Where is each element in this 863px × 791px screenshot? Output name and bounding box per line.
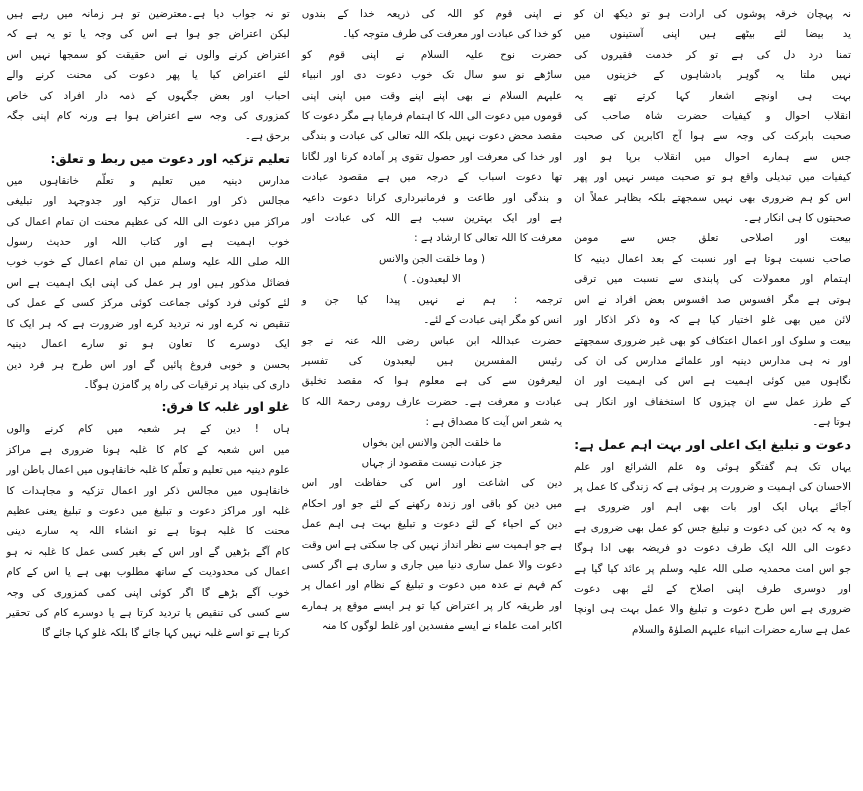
- text-line: مجالس ذکر اور اعمال تزکیہ اور جدوجہد اور تبلیغی: [6, 195, 290, 208]
- text-line: حضرت نوح علیہ السلام نے اپنی قوم کو: [301, 48, 563, 61]
- text-line: دین کے احیاء کے لئے دعوت و تبلیغ بہت ہی اہم عمل: [301, 518, 563, 531]
- text-line: یہ شعر اس آیت کا مصداق ہے :: [425, 416, 563, 429]
- text-line: یہاں تک ہم گفتگو ہوئی وہ علم الشرائع اور علم: [574, 460, 851, 473]
- text-line: صحبتوں کا ہی انکار ہے۔: [743, 212, 851, 225]
- text-line: کرتا ہے تو اسے غلبہ نہیں کہا جائے گا بلکہ غلو کہا جائے گا: [41, 627, 290, 640]
- text-line: ہے اور ایک بہترین سبب ہے اللہ کی عبادت اور: [301, 212, 563, 225]
- text-line: محنت کا غلبہ ہوتا ہے تو انشاء اللہ یہ سارے دینی: [6, 525, 290, 538]
- text-line: خوب آگے بڑھے گا اگر کوئی اپنی کمی کمزوری کی وجہ: [6, 586, 290, 599]
- text-line: اعمال کی محدودیت کے ساتھ مطلوب بھی ہے یا اس کے کام: [6, 566, 290, 579]
- text-line: میں دین کو باقی اور زندہ رکھنے کے لئے جو اور احکام: [301, 497, 563, 510]
- section-heading: دعوت و تبلیغ ایک اعلی اور بہت اہم عمل ہے:: [574, 436, 851, 452]
- text-line: اور خدا کی معرفت اور حصول تقوی پر آمادہ کرنا اور لگانا: [301, 150, 563, 163]
- text-line: اور طریقہ کار پر اعتراض کیا تو ہر ایسے موقع پر ہمارے: [301, 599, 563, 612]
- text-line: آجائے یہاں ایک اور بات بھی اہم اور ضروری ہے: [574, 501, 851, 514]
- text-line: دعوت الی اللہ ایک طرف دعوت دو فریضہ بھی ادا ہوگا: [574, 542, 851, 555]
- text-line: لیکن اعتراض جو ہوا ہے اس کی وجہ یا تو یہ ہے کہ: [6, 28, 290, 41]
- text-line: رئیس المفسرین ہیں لیعبدون کی تفسیر: [301, 354, 563, 367]
- text-line: عبادت و معرفت ہے۔ حضرت عارف رومی رحمۃ اللہ کا: [301, 395, 563, 408]
- verse-line: الا لیعبدون۔ ): [403, 273, 461, 286]
- text-line: انقلاب احوال و کیفیات حضرت شاہ صاحب کی: [574, 110, 851, 123]
- text-line: جو اس امت محمدیہ صلی اللہ علیہ وسلم پر عائد کیا گیا ہے: [574, 562, 851, 575]
- text-line: بیعت و سلوک اور اعمال اعتکاف کو بھی غیر ضروری سمجھتے: [574, 334, 851, 347]
- text-line: مدارس دینیہ میں تعلیم و تعلّم خانقاہوں میں: [6, 174, 290, 187]
- text-line: عمل ہے سارے حضرات انبیاء علیہم الصلوٰۃ والسلام: [631, 623, 851, 636]
- text-line: لئے کوئی فرد کوئی جماعت کوئی مرکز کسی کے عمل کی: [6, 297, 290, 310]
- text-line: اہتمام اور معمولات کی پابندی سے نسبت میں ترقی: [574, 273, 851, 286]
- text-line: کیفیات میں تبدیلی واقع ہو تو صحبت میسر نہیں اور پھر: [574, 171, 851, 184]
- text-line: اعتراض کرنے والوں نے اس حقیقت کو سمجھا نہیں اس: [6, 48, 290, 61]
- text-line: میں اس شعبہ کے کام کا غلبہ ہونا ضروری ہے مراکز: [6, 443, 290, 456]
- text-line: احباب اور بعض جگہوں کے ذمہ دار افراد کی خاص: [6, 89, 290, 102]
- text-line: جس سے ہمارے احوال میں انقلاب برپا ہو اور: [574, 150, 851, 163]
- text-line: اور دوسری طرف اپنی اصلاح کے لئے بھی دعوت: [574, 582, 851, 595]
- text-line: ہوتی ہے مگر افسوس صد افسوس بعض افراد نے اس: [574, 293, 851, 306]
- text-line: قوموں میں دعوت الی اللہ کا اہتمام فرمایا ہے مگر دعوت کا: [301, 110, 563, 123]
- text-line: و بندگی اور طاعت و فرمانبرداری کرانا دعوت داعیہ: [301, 191, 563, 204]
- text-line: مقصد محض دعوت نہیں بلکہ اللہ تعالی کی عبادت و بندگی: [301, 130, 563, 143]
- verse-line: ما خلقت الجن والانس این بخواں: [362, 436, 502, 449]
- column-middle: [296, 4, 568, 787]
- text-line: تمنا درد دل کی ہے تو کر خدمت فقیروں کی: [574, 48, 851, 61]
- text-line: وہ یہ کہ دین کی دعوت و تبلیغ جس کو عمل بھی ضروری ہے: [574, 521, 851, 534]
- text-line: خوب اہمیت ہے اور کتاب اللہ اور حدیث رسول: [6, 236, 290, 249]
- text-line: ایک دوسرے کا تعاون ہو تو سارے اعمال دینیہ: [6, 338, 290, 351]
- text-line: نہیں ملتا یہ گوہر بادشاہوں کے خزینوں میں: [574, 69, 851, 82]
- text-line: لئے اعتراض کیا یا پھر دعوت کی محنت کرنے والے: [6, 69, 290, 82]
- text-line: بحسن و خوبی فروغ پائیں گے اور اس طرح ہر فرد دین: [6, 358, 290, 371]
- text-line: ید بیضا لئے بیٹھے ہیں اپنی آستینوں میں: [574, 28, 851, 41]
- text-line: علیہم السلام نے بھی اپنے اپنے وقت میں اپنی اپنی: [301, 89, 563, 102]
- text-line: حضرت عبداللہ ابن عباس رضی اللہ عنہ نے جو: [301, 334, 563, 347]
- text-line: اس کو ہم ضروری بھی نہیں سمجھتے بلکہ بظاہر عملاً ان: [574, 191, 851, 204]
- text-line: بہت ہی اونچے اشعار کہا کرتے تھے یہ: [574, 89, 851, 102]
- text-line: کو خدا کی عبادت اور معرفت کی طرف متوجہ کیا۔: [342, 28, 563, 41]
- text-line: ساڑھے نو سو سال تک خوب دعوت دی اور انبیاء: [301, 69, 563, 82]
- text-line: غلبہ اور مراکز دعوت و تبلیغ میں دعوت و تبلیغ یعنی عظیم: [6, 504, 290, 517]
- text-line: لائن میں بھی غلو اختیار کیا ہے کہ وہ ذکر اذکار اور: [574, 314, 851, 327]
- text-line: تو نہ جواب دیا ہے۔معترضین تو ہر زمانہ میں رہے ہیں: [6, 8, 290, 20]
- text-line: دین کی اشاعت اور اس کی حفاظت اور اس: [301, 477, 563, 490]
- text-line: دعوت والا عمل ساری دنیا میں جاری و ساری ہے اگر کسی: [301, 558, 563, 571]
- text-line: مراکز میں دعوت الی اللہ کی عظیم محنت ان تمام اعمال کی: [6, 215, 290, 228]
- text-line: نے اپنی قوم کو اللہ کی ذریعہ خدا کے بندوں: [301, 8, 563, 20]
- text-line: خانقاہوں میں مجالس ذکر اور اعمال تزکیہ و مجاہدات کا: [6, 484, 290, 497]
- column-left: [0, 4, 295, 787]
- text-line: سے کسی کی تنقیص یا تردید کرتا ہے یا دوسرے کام کی تحقیر: [6, 606, 290, 619]
- text-line: نگاہوں میں کوئی اہمیت ہے اس کی اہمیت اور ان: [574, 375, 851, 388]
- text-line: نہ پہچان خرقہ پوشوں کی ارادت ہو تو دیکھ ان کو: [574, 8, 851, 20]
- section-heading: غلو اور غلبہ کا فرق:: [161, 399, 290, 415]
- text-line: ہوتا ہے۔: [812, 416, 851, 429]
- text-line: انس کو مگر اپنی عبادت کے لئے۔: [423, 314, 563, 327]
- text-line: کمزوری کی وجہ سے اعتراض ہوا ہے ورنہ کام اپنی جگہ: [6, 110, 290, 123]
- text-line: صحبت بابرکت کی وجہ سے ہوا آج اکابرین کی صحبت: [574, 130, 851, 143]
- section-heading: تعلیم تزکیہ اور دعوت میں ربط و تعلق:: [50, 150, 290, 166]
- text-line: کم فہم نے عدہ میں دعوت و تبلیغ کے نظام اور اعمال پر: [301, 579, 563, 592]
- text-line: ترجمہ : ہم نے نہیں پیدا کیا جن و: [301, 293, 563, 306]
- text-line: کے طرز عمل سے ان چیزوں کا استخفاف اور انکار ہی: [574, 395, 851, 408]
- text-line: ہاں ! دین کے ہر شعبہ میں کام کرنے والوں: [6, 423, 290, 436]
- text-line: الاحسان کی اہمیت و ضرورت پر ہوئی ہے کہ زندگی کا عمل پر: [574, 480, 851, 493]
- text-line: صاحب نسبت ہوتا ہے اور نسبت کے بعد اعمال دینیہ کا: [574, 252, 851, 265]
- document-page: [6, 0, 863, 791]
- column-right: [568, 4, 857, 787]
- text-line: بیعت اور اصلاحی تعلق جس سے مومن: [574, 232, 851, 245]
- text-line: داری کی بنیاد پر ترقیات کی راہ پر گامزن ہوگا۔: [83, 378, 290, 391]
- text-line: معرفت کا اللہ تعالی کا ارشاد ہے :: [414, 232, 563, 245]
- text-line: برحق ہے۔: [244, 130, 290, 143]
- text-line: اور نہ ہی مدارس دینیہ اور علمائے مدارس کی ان کی: [574, 354, 851, 367]
- verse-line: جز عبادت نیست مقصود از جہاں: [361, 456, 503, 469]
- text-line: اللہ صلی اللہ علیہ وسلم میں ان تمام اعمال کے خوب خوب: [6, 256, 290, 269]
- text-line: تنقیص نہ کرے اور نہ تردید کرے اور ضرورت ہے کہ ہر ایک کا: [6, 317, 290, 330]
- text-line: فضائل مذکور ہیں اور ہر عمل کی اپنی ایک اہمیت ہے اس: [6, 276, 290, 289]
- text-line: تھا دعوت اسباب کے درجہ میں ہے مقصود عبادت: [301, 171, 563, 184]
- text-line: ضروری ہے اس طرح دعوت و تبلیغ والا عمل بہت ہی اونچا: [574, 603, 851, 616]
- text-line: لیعرفون سے کی ہے معلوم ہوا کہ مقصد تخلیق: [301, 375, 563, 388]
- verse-line: ( وما خلقت الجن والانس: [378, 252, 485, 265]
- text-line: کام آگے بڑھیں گے اور اس کے بغیر کسی عمل کا غلبہ نہ ہو: [6, 545, 290, 558]
- text-line: علوم دینیہ میں تعلیم و تعلّم کا غلبہ خانقاہوں میں اعمال باطن اور: [6, 464, 290, 477]
- text-line: اکابر امت علماء نے ایسے مفسدین اور غلط لوگوں کا منہ: [321, 620, 563, 633]
- text-line: ہے جو اہمیت سے نظر انداز نہیں کی جا سکتی ہے اس وقت: [301, 538, 563, 551]
